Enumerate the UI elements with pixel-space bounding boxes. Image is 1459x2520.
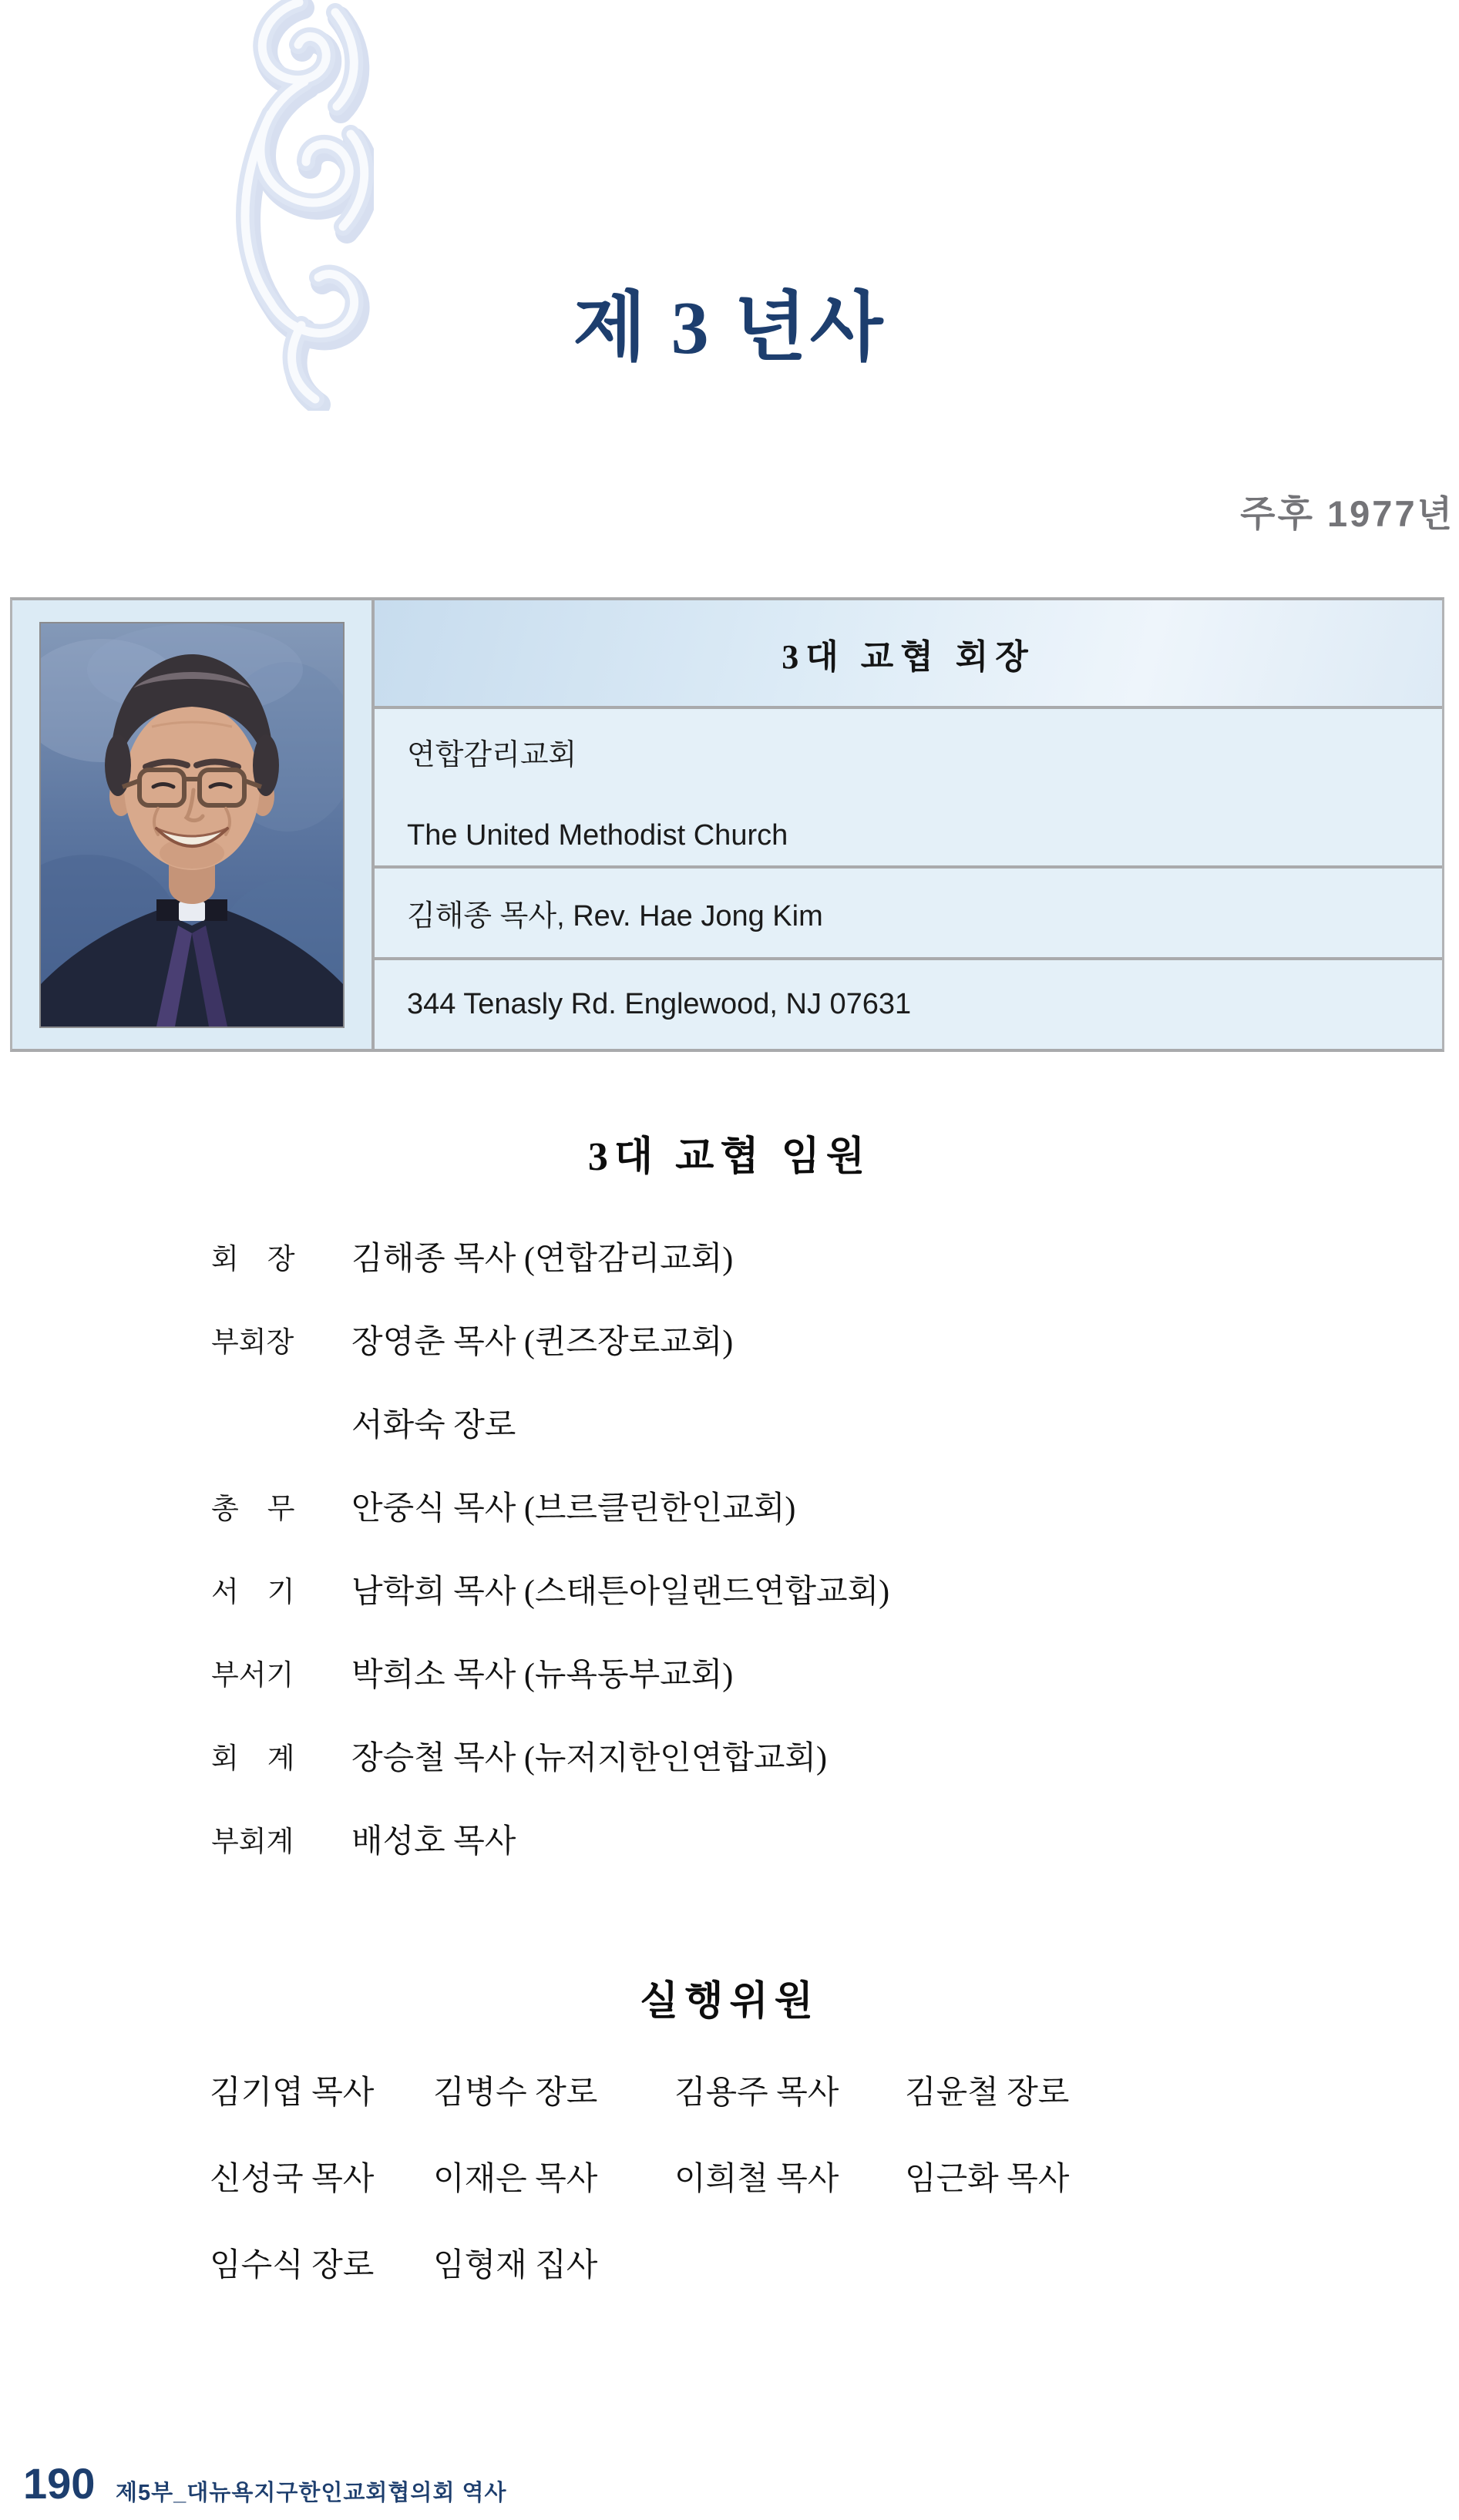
officer-name: 장승철 목사 (뉴저지한인연합교회) [351,1741,827,1776]
executive-member: 신성국 목사 [210,2162,375,2197]
executive-list [0,2047,1459,2306]
officer-role-label: 회 장 [211,1243,295,1275]
executive-row [0,2047,1459,2133]
officer-role-label: 총 무 [211,1493,295,1524]
president-table [10,597,1444,1052]
officer-row [0,1714,1459,1797]
officer-name: 안중식 목사 (브르클린한인교회) [351,1491,796,1527]
executive-member: 이재은 목사 [433,2162,598,2197]
church-name-korean: 연합감리교회 [407,739,577,771]
page-number: 190 [23,2459,96,2508]
officer-row [0,1631,1459,1714]
year-label: 주후 1977년 [1240,493,1454,534]
officer-row [0,1298,1459,1381]
page-title: 제 3 년사 [573,287,886,370]
officer-name: 김해종 목사 (연합감리교회) [351,1242,734,1277]
officer-row [0,1547,1459,1631]
officer-role-label: 부회장 [211,1326,294,1358]
executive-row [0,2219,1459,2306]
officer-name: 장영춘 목사 (퀸즈장로교회) [351,1325,734,1360]
president-address: 344 Tenasly Rd. Englewood, NJ 07631 [407,988,912,1020]
officer-role-label: 부서기 [211,1659,294,1691]
executive-row [0,2133,1459,2219]
officers-section-title: 3대 교협 임원 [587,1135,872,1179]
church-cell [375,709,1442,869]
president-table-header: 3대 교협 회장 [375,600,1442,709]
officer-role-label: 부회계 [211,1826,294,1857]
church-name-english: The United Methodist Church [407,819,788,852]
officer-role-label: 회 계 [211,1742,295,1774]
officer-row [0,1381,1459,1464]
executive-member: 임수식 장로 [210,2248,375,2283]
officer-name: 박희소 목사 (뉴욕동부교회) [351,1658,734,1693]
president-info-cells [375,600,1442,1049]
executive-member: 김용주 목사 [674,2075,839,2111]
officers-list [0,1215,1459,1880]
officer-role-label: 서 기 [211,1576,295,1608]
executive-section-title: 실행위원 [640,1980,819,2024]
president-photo [39,622,345,1028]
footer-chapter-title: 제5부_대뉴욕지구한인교회협의회 역사 [116,2481,507,2505]
president-name-cell [375,869,1442,960]
executive-member: 이희철 목사 [674,2162,839,2197]
executive-member: 김기엽 목사 [210,2075,375,2111]
officer-row [0,1797,1459,1880]
officer-name: 남학희 목사 (스태튼아일랜드연합교회) [351,1574,890,1610]
officer-row [0,1215,1459,1298]
officer-row [0,1464,1459,1547]
executive-member: 김윤철 장로 [905,2075,1070,2111]
officer-name: 배성호 목사 [351,1824,516,1860]
executive-member: 김병수 장로 [433,2075,598,2111]
president-photo-cell [12,600,375,1049]
executive-member: 임형재 집사 [433,2248,598,2283]
president-address-cell [375,960,1442,1049]
executive-member: 임근화 목사 [905,2162,1070,2197]
president-name: 김해종 목사, Rev. Hae Jong Kim [407,900,823,932]
officer-name: 서화숙 장로 [351,1408,516,1443]
